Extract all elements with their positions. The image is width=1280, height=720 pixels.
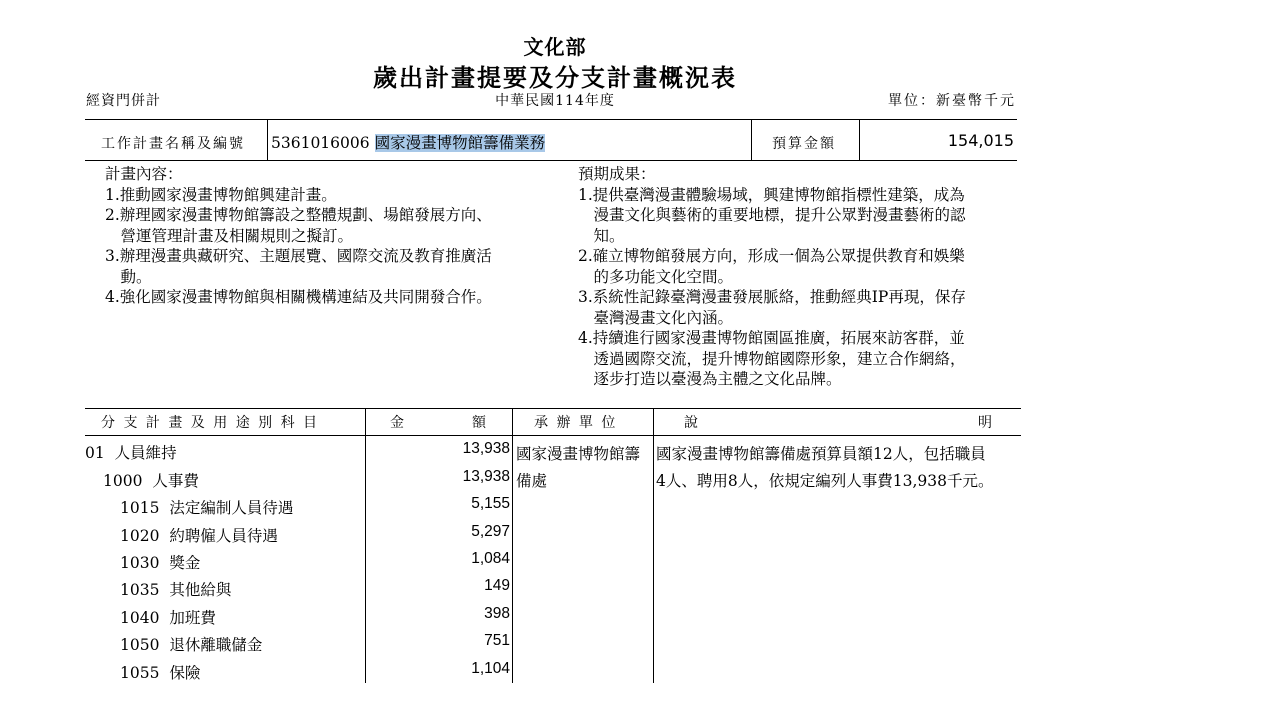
expected-results-line: 2.確立博物館發展方向，形成一個為公眾提供教育和娛樂 (578, 247, 965, 265)
row-name: 獎金 (169, 554, 201, 572)
expected-results-title: 預期成果： (578, 165, 656, 183)
row-code: 01 (85, 444, 105, 462)
description (656, 441, 993, 495)
expected-results-line: 知。 (578, 226, 625, 245)
fiscal-year: 中華民國114年度 (495, 93, 615, 109)
row-code: 1040 (120, 609, 160, 627)
row-code: 1035 (120, 581, 160, 599)
expected-results-line: 3.系統性記錄臺灣漫畫發展脈絡，推動經典IP再現，保存 (578, 288, 966, 306)
plan-name[interactable]: 國家漫畫博物館籌備業務 (374, 134, 546, 152)
description-line: 國家漫畫博物館籌備處預算員額12人，包括職員 (656, 445, 986, 463)
row-code: 1020 (120, 527, 160, 545)
fund-note: 經資門併計 (86, 93, 161, 109)
budget-label: 預算金額 (772, 136, 836, 152)
column-header-amount-b: 額 (472, 415, 488, 431)
table-row-item (120, 496, 293, 518)
responsible-unit (516, 441, 640, 495)
budget-amount: 154,015 (947, 131, 1014, 150)
expected-results-line: 臺灣漫畫文化內涵。 (578, 308, 734, 327)
row-amount: 149 (484, 577, 510, 594)
expected-results-line: 透過國際交流，提升博物館國際形象，建立合作網絡， (578, 349, 966, 368)
ministry-name: 文化部 (523, 35, 587, 59)
currency-unit: 單位：新臺幣千元 (888, 93, 1016, 109)
plan-content-line: 4.強化國家漫畫博物館與相關機構連結及共同開發合作。 (105, 288, 492, 306)
row-amount: 5,155 (471, 495, 510, 512)
column-header-unit: 承 辦 單 位 (534, 415, 618, 431)
column-header-item: 分 支 計 畫 及 用 途 別 科 目 (101, 415, 320, 431)
plan-code-name (271, 131, 545, 153)
plan-content-line: 3.辦理漫畫典藏研究、主題展覽、國際交流及教育推廣活 (105, 247, 492, 265)
expected-results-line: 1.提供臺灣漫畫體驗場域，興建博物館指標性建築，成為 (578, 185, 965, 204)
row-name: 加班費 (169, 609, 216, 627)
description-line: 4人、聘用8人，依規定編列人事費13,938千元。 (656, 472, 994, 490)
row-name: 其他給與 (169, 581, 232, 599)
row-name: 人員維持 (114, 444, 177, 462)
plan-content-line: 動。 (105, 267, 152, 286)
table-row-item (120, 578, 231, 600)
responsible-unit-line: 國家漫畫博物館籌 (516, 445, 641, 463)
column-header-desc-b: 明 (978, 415, 994, 431)
row-amount: 398 (484, 605, 510, 622)
table-row-item (103, 469, 199, 491)
table-row-item (120, 551, 200, 573)
responsible-unit-line: 備處 (516, 472, 548, 490)
row-amount: 751 (484, 632, 510, 649)
table-row-item (120, 524, 278, 546)
table-row-item (120, 661, 200, 683)
row-amount: 5,297 (471, 523, 510, 540)
table-row-item (85, 441, 177, 463)
row-code: 1030 (120, 554, 160, 572)
document-title: 歲出計畫提要及分支計畫概況表 (373, 63, 737, 92)
plan-name-label: 工作計畫名稱及編號 (101, 136, 245, 152)
row-name: 保險 (169, 664, 201, 682)
table-row-item (120, 633, 262, 655)
expected-results-line: 漫畫文化與藝術的重要地標，提升公眾對漫畫藝術的認 (578, 206, 966, 224)
row-amount: 1,104 (471, 660, 510, 677)
expected-results-line: 逐步打造以臺漫為主體之文化品牌。 (578, 370, 842, 388)
plan-content-line: 1.推動國家漫畫博物館興建計畫。 (105, 185, 337, 204)
row-name: 約聘僱人員待遇 (169, 527, 278, 545)
row-amount: 1,084 (471, 550, 510, 567)
row-amount: 13,938 (462, 440, 510, 457)
plan-content-title: 計畫內容： (105, 165, 183, 183)
expected-results-line: 4.持續進行國家漫畫博物館園區推廣，拓展來訪客群，並 (578, 329, 965, 347)
expected-results (578, 164, 966, 390)
plan-content-line: 營運管理計畫及相關規則之擬訂。 (105, 226, 354, 245)
row-code: 1015 (120, 499, 160, 517)
row-amount: 13,938 (462, 468, 510, 485)
plan-code: 5361016006 (271, 134, 370, 152)
row-code: 1000 (103, 472, 143, 490)
table-row-item (120, 606, 216, 628)
column-header-amount-a: 金 (390, 415, 406, 431)
row-name: 退休離職儲金 (169, 636, 263, 654)
plan-content-line: 2.辦理國家漫畫博物館籌設之整體規劃、場館發展方向、 (105, 206, 492, 224)
column-header-desc-a: 說 (684, 415, 700, 431)
expected-results-line: 的多功能文化空間。 (578, 267, 734, 286)
row-code: 1055 (120, 664, 160, 682)
row-name: 人事費 (152, 472, 199, 490)
row-code: 1050 (120, 636, 160, 654)
plan-content (105, 164, 492, 308)
row-name: 法定編制人員待遇 (169, 499, 294, 517)
